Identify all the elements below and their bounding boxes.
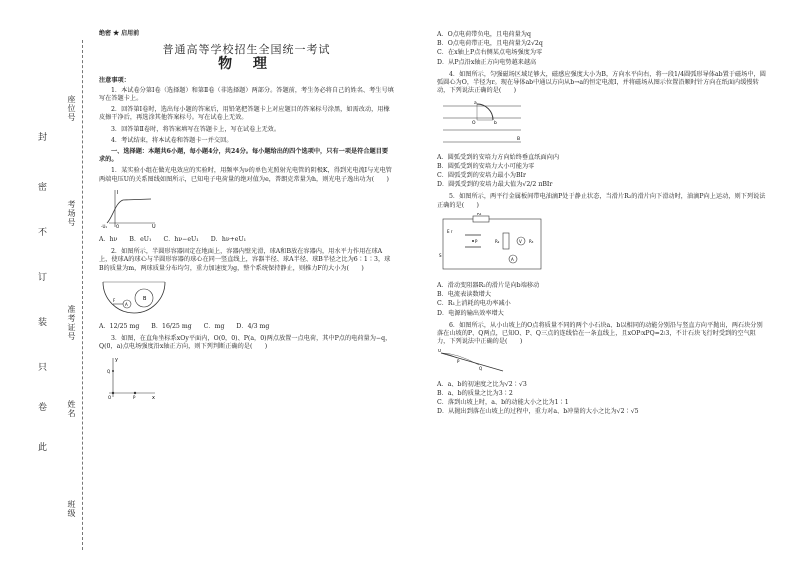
q6-option-a[interactable]: A．a、b的初速度之比为√2∶√3: [437, 380, 527, 388]
q2-option-b[interactable]: B．16/25 mg: [151, 323, 192, 331]
q3-figure: [99, 355, 394, 403]
q5-figure: [437, 213, 767, 278]
u-axis-label: U: [152, 223, 156, 229]
ammeter-a-label: A: [511, 256, 514, 262]
force-label: F: [113, 297, 116, 303]
seal-char: 装: [38, 318, 48, 328]
q3-option-c[interactable]: C．在x轴上P点右侧某点电场强度为零: [437, 49, 543, 57]
q3-option-d[interactable]: D．从P点沿x轴正方向电势越来越高: [437, 58, 537, 66]
name-label: 姓名: [67, 400, 76, 418]
q6-figure: [437, 349, 767, 376]
q2-options: [99, 323, 394, 331]
q2-option-d[interactable]: D．4/3 mg: [236, 323, 270, 331]
q5-option-b[interactable]: B．电流表读数增大: [437, 291, 492, 299]
point-q-label: Q: [479, 366, 483, 372]
q3-option-a[interactable]: A．O点电荷带负电，且电荷量为q: [437, 31, 531, 38]
note-item: 4．考试结束，将本试卷和答题卡一并交回。: [111, 136, 233, 144]
center-o-label: O: [472, 121, 476, 127]
point-p-label: P: [133, 394, 136, 400]
secret-mark: 绝密 ★ 启用前: [99, 30, 140, 37]
voltmeter-v-label: V: [519, 238, 522, 244]
question-1: 1．某实验小组在做光电效应的实验时，用频率为ν的单色光照射光电管的阴极K，得到光电流I与光电管两端电压U的关系图线如图所示，已知电子电荷量的绝对值为e，普朗克常量为h，则光电子逸出功为( ): [99, 167, 392, 183]
droplet-p-label: P: [475, 238, 478, 244]
q4-option-b[interactable]: B．圆弧受到的安培力大小可能为零: [437, 162, 535, 170]
r2-label: R₂: [495, 238, 500, 244]
seal-char: 订: [38, 273, 48, 283]
seat-number-label: 座位号: [67, 95, 76, 122]
hemisphere-container-diagram: [99, 276, 169, 316]
origin-o-label: O: [108, 394, 112, 400]
question-3: 3．如图，在直角坐标系xOy平面内，O(0，0)、P(a，0)两点放置一点电荷，其中P点的电荷量为−q，Q(0，a)点电场强度沿x轴正方向，则下列判断正确的是( ): [99, 335, 392, 351]
question-5: 5．如图所示，两平行金属板间带电油滴P处于静止状态，当滑片R₂的滑片向下滑动时，油滴P向上运动，则下列说法正确的是( ): [437, 193, 766, 209]
q6-option-c[interactable]: C．落到山坡上时，a、b的动能大小之比为1∶1: [437, 399, 569, 407]
q5-option-a[interactable]: A．滑动变阻器R₂的滑片是向b端移动: [437, 282, 540, 290]
q6-option-d[interactable]: D．从抛出到落在山坡上的过程中，重力对a、b冲量的大小之比为√2∶√5: [437, 408, 639, 416]
q1-figure: [99, 187, 394, 232]
seal-line: [82, 40, 83, 550]
r1-label: R₁: [477, 212, 482, 216]
magnetic-field-diagram: [437, 98, 527, 146]
notes-heading: 注意事项：: [99, 76, 130, 84]
q1-option-c[interactable]: C．hν−eU₁: [163, 236, 199, 244]
ball-a-label: A: [125, 301, 128, 307]
q4-option-c[interactable]: C．圆弧受到的安培力最小为BIr: [437, 172, 526, 180]
seal-char: 卷: [38, 403, 48, 413]
exam-room-label: 考场号: [67, 200, 76, 227]
point-o-label: O: [438, 349, 442, 354]
q4-option-d[interactable]: D．圆弧受到的安培力最大值为√2/2 πBIr: [437, 181, 553, 189]
point-q-label: Q: [107, 368, 111, 374]
note-item: 3．回答第Ⅱ卷时，将答案填写在答题卡上，写在试卷上无效。: [111, 125, 281, 133]
seal-char: 密: [38, 183, 48, 193]
left-column: [99, 30, 394, 407]
q1-option-b[interactable]: B．eU₁: [129, 236, 152, 244]
u1-label: -U₁: [101, 223, 107, 229]
photoelectric-graph: [99, 187, 159, 229]
q6-option-b[interactable]: B．a、b的质量之比为3∶2: [437, 389, 513, 397]
ball-b-label: B: [143, 295, 147, 302]
note-item: 2．回答第Ⅰ卷时，选出每小题的答案后，用铅笔把答题卡上对应题目的答案标号涂黑，如需改动，用橡皮擦干净后，再选涂其他答案标号。写在试卷上无效。: [99, 106, 390, 122]
q2-option-a[interactable]: A．12/25 mg: [99, 323, 140, 331]
right-column: [437, 30, 767, 417]
seal-char: 封: [38, 133, 48, 143]
end-b-label: b: [494, 121, 497, 127]
q2-option-c[interactable]: C．mg: [203, 323, 225, 331]
admission-number-label: 准考证号: [67, 305, 76, 341]
q1-option-a[interactable]: A．hν: [99, 236, 118, 244]
class-label: 班级: [67, 500, 76, 518]
switch-s-label: S: [439, 252, 442, 258]
end-a-label: a: [474, 101, 477, 107]
question-2: 2．如图所示，半圆形容器固定在地面上，容器内壁光滑，球A和B放在容器内，用水平力作用在球A上，使球A的球心与半圆形容器的球心在同一竖直线上，容器半径、球A半径、球B半径之比为6∶1∶3，球B的质量为m，两球质量分布均匀，重力加速度为g，整个系统保持静止，则推力F的大小为( ): [99, 248, 391, 272]
coordinate-system-diagram: [99, 355, 159, 400]
b-field-label: B: [517, 137, 521, 143]
y-axis-label: y: [115, 356, 118, 363]
subject-title: 物 理: [218, 56, 275, 73]
question-6: 6．如图所示，从小山坡上的O点将质量不同的两个小石块a、b以相同的动能分别沿与竖直方向平抛出，两石块分别落在山坡的P、Q两点，已知O、P、Q三点的连线恰在一条直线上，且xOP∶xPQ=2∶3，不计石块飞行时受到的空气阻力，下列说法中正确的是( ): [437, 321, 763, 346]
emf-label: E r: [447, 228, 453, 234]
circuit-diagram: [437, 213, 547, 275]
q2-figure: [99, 276, 394, 319]
q1-option-d[interactable]: D．hν+eU₁: [210, 236, 247, 244]
slope-diagram: [437, 349, 507, 373]
i-axis-label: I: [117, 189, 119, 196]
binding-margin: [18, 40, 88, 550]
point-p-label: P: [457, 359, 460, 365]
exam-title: 普通高等学校招生全国统一考试: [162, 43, 331, 57]
q5-option-c[interactable]: C．R₁上消耗的电功率减小: [437, 300, 511, 308]
q4-option-a[interactable]: A．圆弧受到的安培力方向始终垂直纸面向内: [437, 153, 560, 161]
seal-char: 不: [38, 228, 48, 238]
x-axis-label: x: [152, 394, 155, 400]
section-1-heading: 一、选择题：本题共6小题，每小题4分，共24分。每小题给出的四个选项中，只有一项是符合题目要求的。: [99, 148, 389, 164]
q1-options: [99, 236, 394, 244]
q5-option-d[interactable]: D．电源的输出效率增大: [437, 309, 504, 317]
question-4: 4．如图所示，匀强磁场区域足够大，磁感应强度大小为B，方向水平向右，将一段1/4圆弧形导体ab置于磁场中，圆弧圆心为O，半径为r。现在导体ab中通以方向从b→a的恒定电流I，并将磁场从图示位置沿顺时针方向在纸面内缓慢转动，下列说法正确的是( ): [437, 70, 766, 95]
q3-option-b[interactable]: B．O点电荷带正电，且电荷量为2√2q: [437, 40, 543, 48]
seal-char: 此: [38, 443, 48, 453]
note-item: 1．本试卷分第Ⅰ卷（选择题）和第Ⅱ卷（非选择题）两部分。答题前，考生务必将自己的姓名、考生号填写在答题卡上。: [99, 86, 394, 103]
origin-label: O: [116, 223, 120, 229]
seal-char: 只: [38, 363, 48, 373]
r3-label: R₃: [529, 238, 534, 244]
q4-figure: [437, 98, 767, 149]
